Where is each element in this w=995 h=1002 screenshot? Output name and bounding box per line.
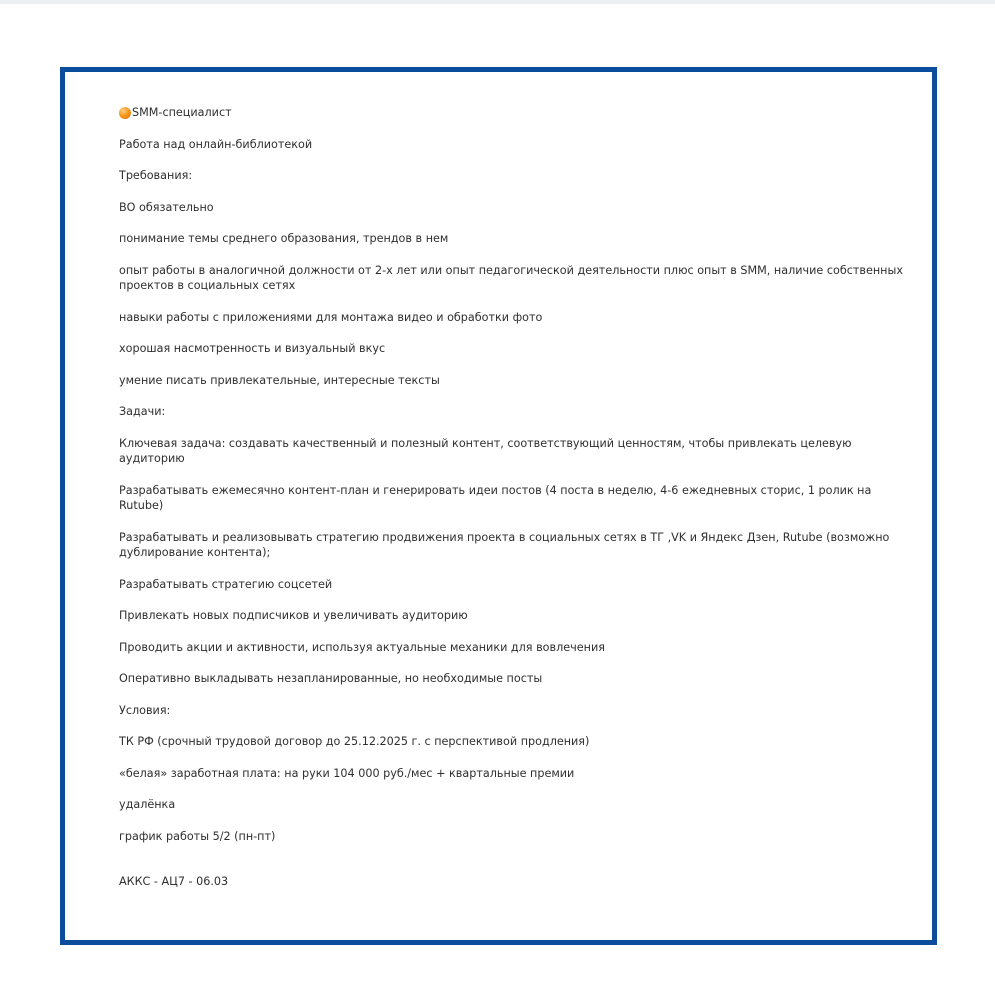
task-item: Разрабатывать ежемесячно контент-план и генерировать идеи постов (4 поста в неделю, 4-6 ежедневных сторис, 1 ролик на Rutube): [119, 483, 872, 512]
job-post-content: [119, 105, 919, 906]
requirement-item: хорошая насмотренность и визуальный вкус: [119, 342, 386, 355]
footer-code: АККС - АЦ7 - 06.03: [119, 875, 229, 888]
task-item: Разрабатывать стратегию соцсетей: [119, 577, 333, 591]
job-title: SMM-специалист: [132, 106, 232, 119]
requirement-item: понимание темы среднего образования, трендов в нем: [119, 232, 449, 245]
task-item: Привлекать новых подписчиков и увеличивать аудиторию: [119, 609, 468, 622]
job-post-frame: [60, 67, 937, 945]
requirement-item: опыт работы в аналогичной должности от 2-х лет или опыт педагогической деятельности плюс опыт в SMM, наличие собственных проектов в социальных сетях: [119, 263, 903, 292]
requirements-heading: Требования:: [119, 169, 193, 182]
condition-item: график работы 5/2 (пн-пт): [119, 829, 276, 843]
task-item: Ключевая задача: создавать качественный и полезный контент, соответствующий ценностям, чтобы привлекать целевую аудиторию: [119, 436, 852, 465]
requirement-item: умение писать привлекательные, интересные тексты: [119, 373, 440, 387]
condition-item: ТК РФ (срочный трудовой договор до 25.12.2025 г. с перспективой продления): [119, 735, 590, 748]
top-strip: [0, 0, 995, 4]
tasks-heading: Задачи:: [119, 405, 166, 418]
job-title-row: [119, 105, 919, 121]
condition-item: удалёнка: [119, 798, 176, 811]
task-item: Проводить акции и активности, используя актуальные механики для вовлечения: [119, 640, 605, 654]
requirement-item: навыки работы с приложениями для монтажа видео и обработки фото: [119, 310, 543, 324]
conditions-heading: Условия:: [119, 703, 171, 717]
condition-item: «белая» заработная плата: на руки 104 000 руб./мес + квартальные премии: [119, 766, 575, 780]
orange-circle-icon: [119, 107, 131, 119]
task-item: Разрабатывать и реализовывать стратегию продвижения проекта в социальных сетях в ТГ ,VK и Яндекс Дзен, Rutube (возможно дублирование контента);: [119, 530, 890, 559]
requirement-item: ВО обязательно: [119, 200, 214, 214]
task-item: Оперативно выкладывать незапланированные, но необходимые посты: [119, 672, 543, 685]
paragraph-intro: Работа над онлайн-библиотекой: [119, 137, 313, 151]
